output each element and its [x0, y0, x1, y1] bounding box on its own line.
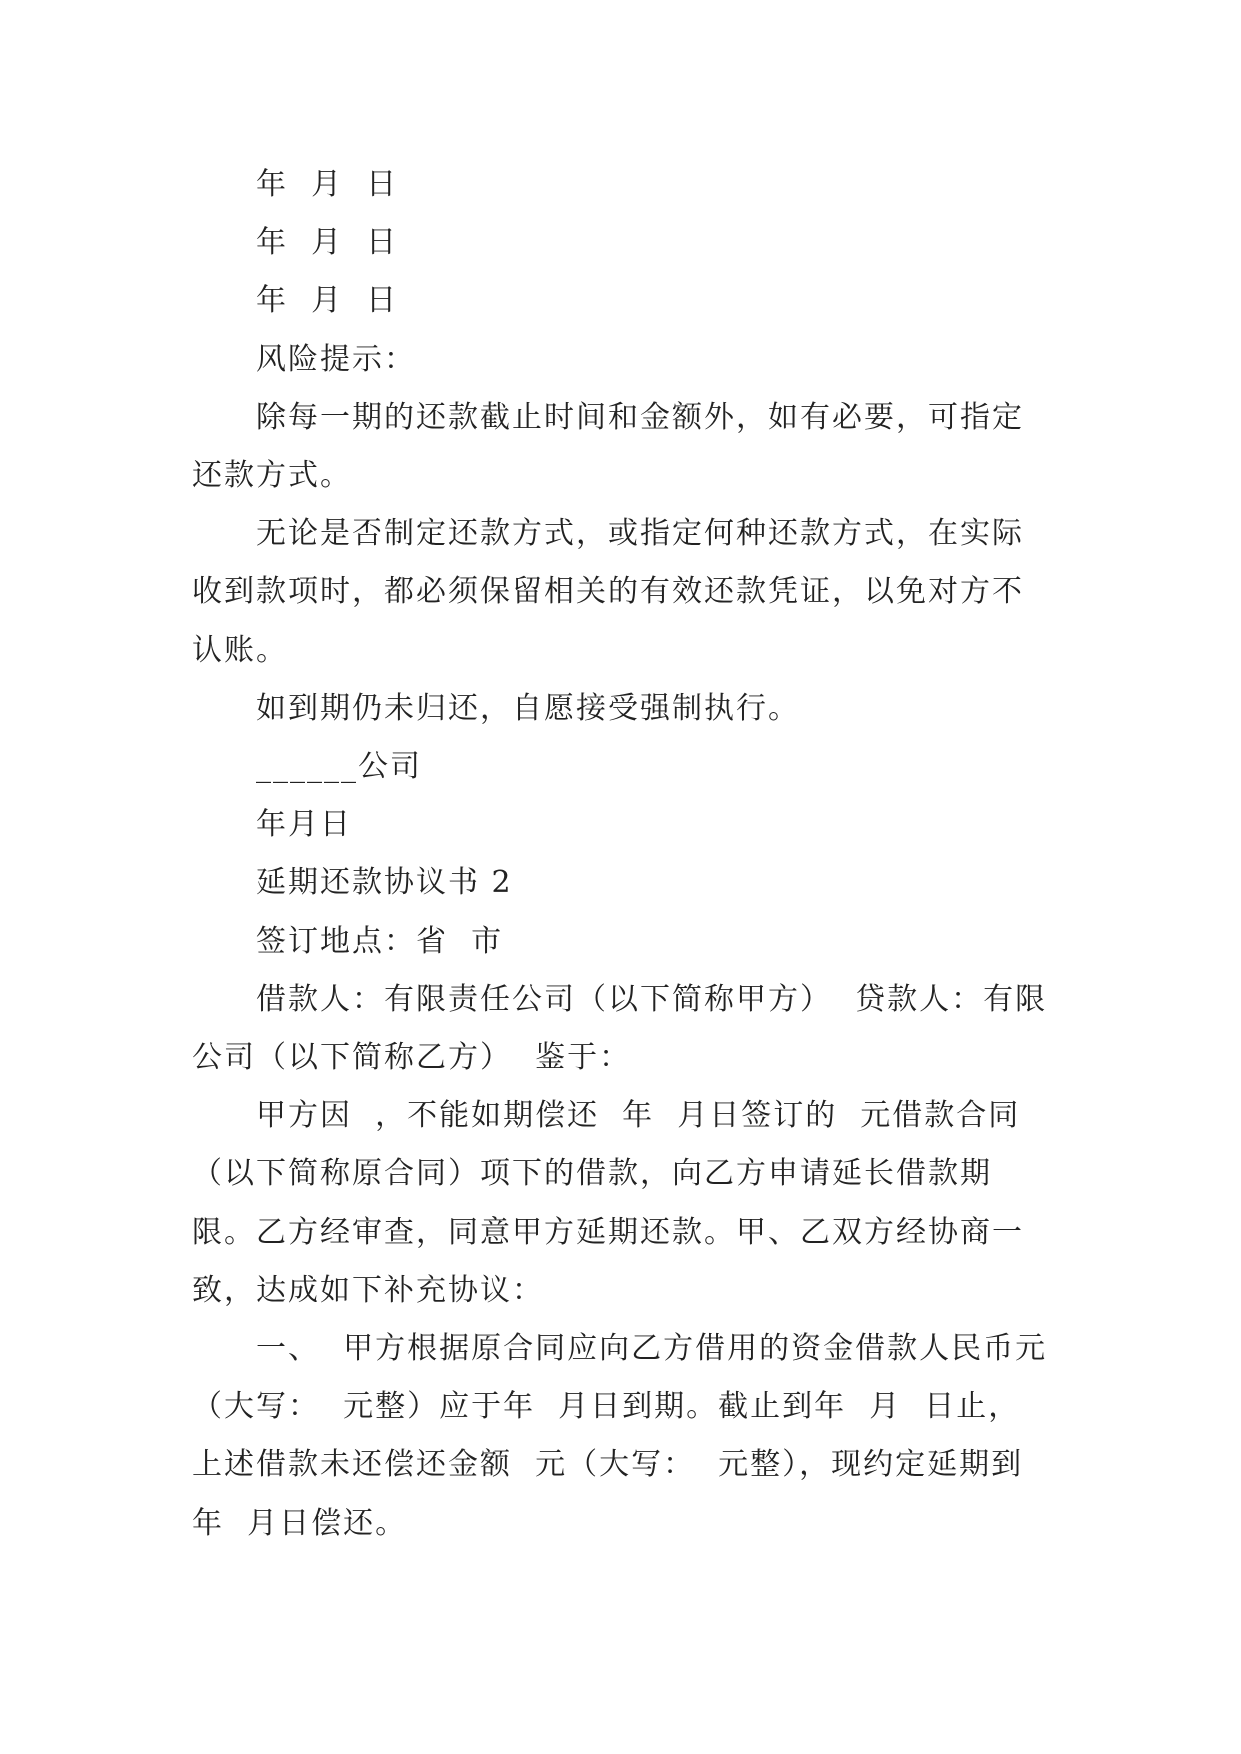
risk-heading: 风险提示： [256, 341, 416, 377]
paragraph: 无论是否制定还款方式，或指定何种还款方式，在实际收到款项时，都必须保留相关的有效还款凭证，以免对方不认账。 [192, 516, 1024, 668]
whereas-paragraph: 甲方因 ，不能如期偿还 年 月日签订的 元借款合同（以下简称原合同）项下的借款，向乙方申请延长借款期限。乙方经审查，同意甲方延期还款。甲、乙双方经协商一致，达成如下补充协议： [192, 1098, 1024, 1308]
document-body [192, 156, 1052, 1553]
parties-paragraph: 借款人：有限责任公司（以下简称甲方） 贷款人：有限公司（以下简称乙方） 鉴于： [192, 981, 1048, 1076]
date-line: 年 月 日 [256, 225, 399, 261]
date-line: 年 月 日 [256, 167, 399, 202]
paragraph: 除每一期的还款截止时间和金额外，如有必要，可指定还款方式。 [192, 399, 1024, 494]
date-line: 年月日 [256, 807, 352, 843]
paragraph: 如到期仍未归还，自愿接受强制执行。 [256, 690, 800, 726]
signing-place: 签订地点：省 市 [256, 923, 504, 959]
section-title: 延期还款协议书 2 [256, 865, 513, 901]
date-line: 年 月 日 [256, 283, 399, 319]
clause-1: 一、 甲方根据原合同应向乙方借用的资金借款人民币元（大写： 元整）应于年 月日到期。截止到年 月 日止，上述借款未还偿还金额 元（大写： 元整），现约定延期到年 月日偿还。 [192, 1331, 1048, 1541]
company-line: ______公司 [256, 749, 422, 785]
